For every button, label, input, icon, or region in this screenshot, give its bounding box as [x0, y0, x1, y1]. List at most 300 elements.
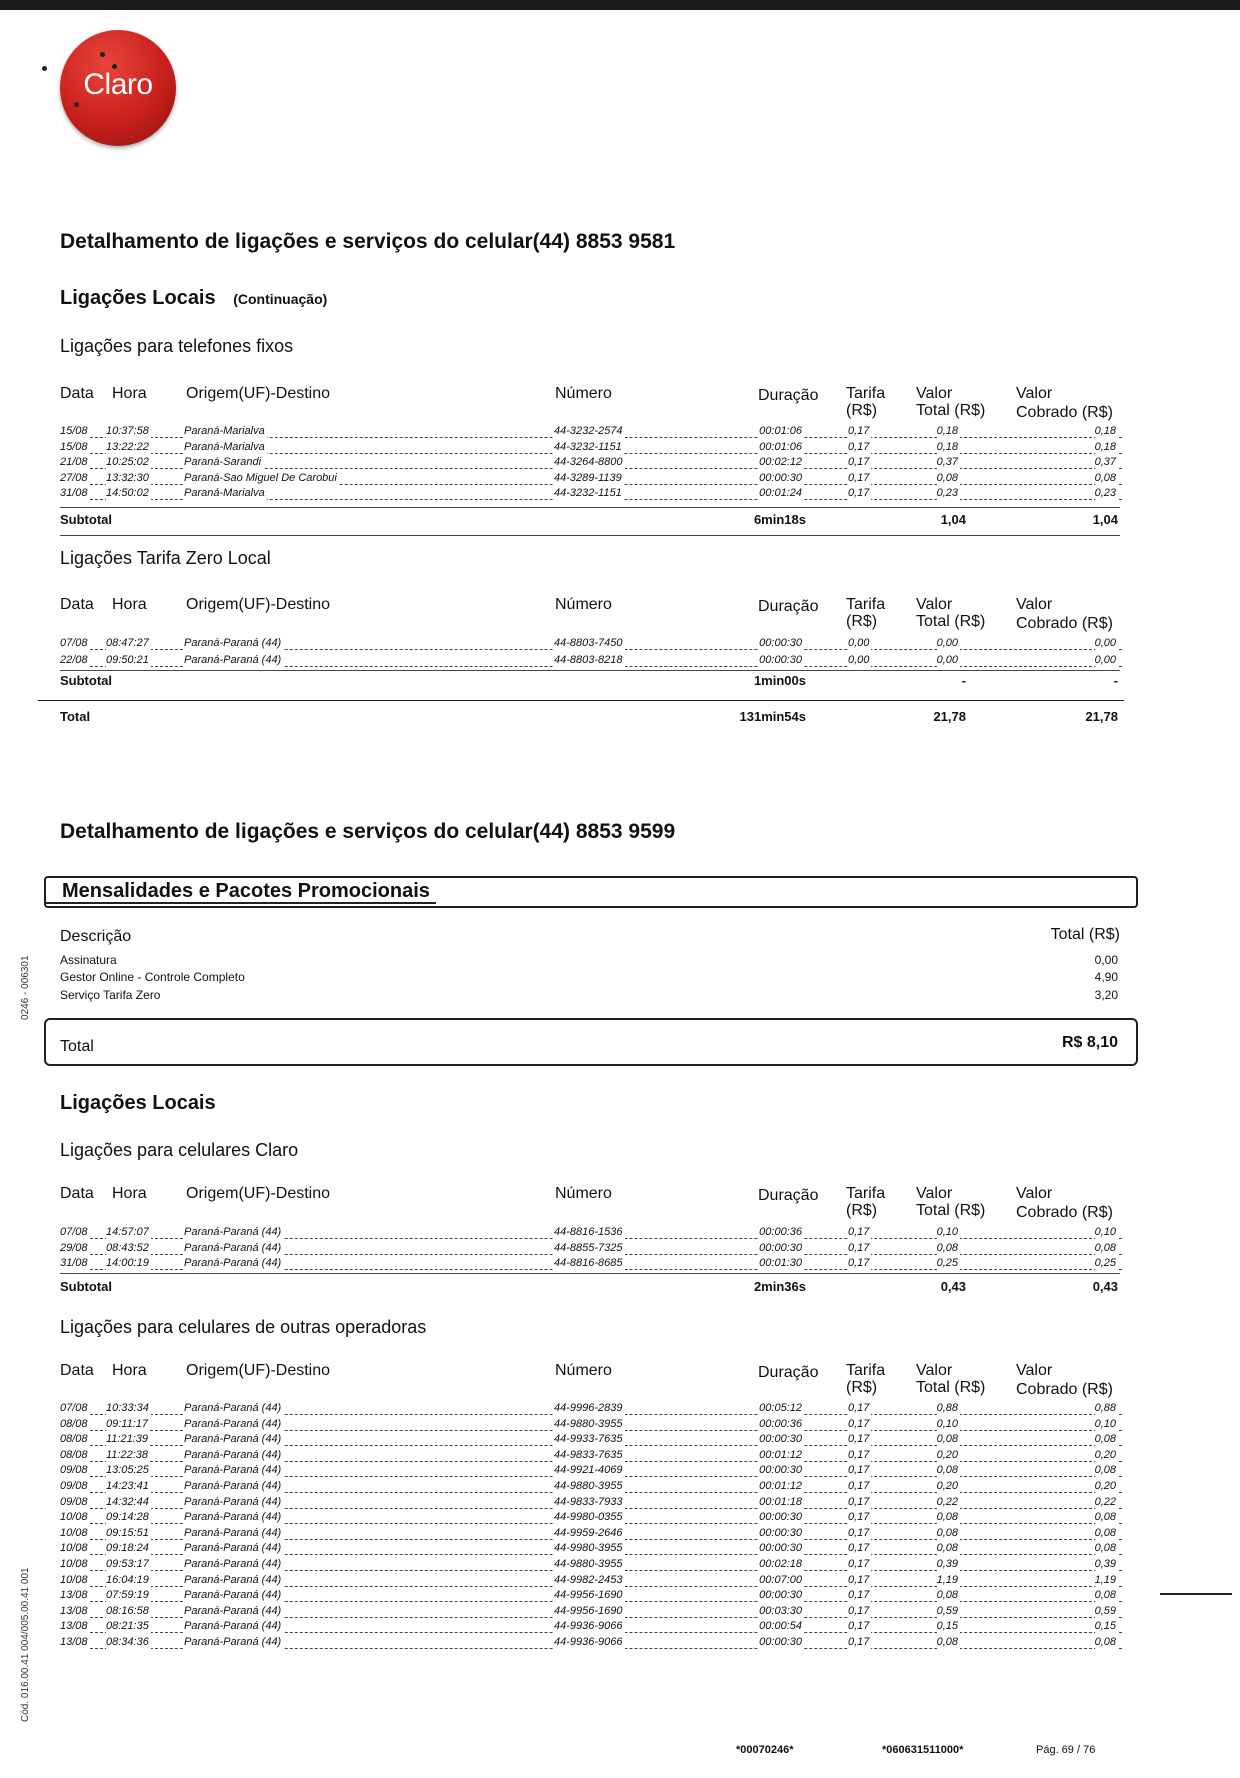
- cell-data: 21/08: [60, 456, 88, 469]
- subtotal-label: Subtotal: [60, 512, 112, 527]
- cell-tarifa: 0,17: [848, 1542, 870, 1555]
- cell-origem: Paraná-Paraná (44): [184, 1636, 282, 1648]
- total-duration: 131min54s: [739, 709, 806, 724]
- cell-data: 08/08: [60, 1448, 88, 1461]
- cell-numero: 44-9833-7635: [554, 1448, 623, 1461]
- cell-hora: 08:43:52: [106, 1241, 149, 1254]
- cell-data: 29/08: [60, 1241, 88, 1254]
- cell-hora: 14:50:02: [106, 487, 149, 500]
- cell-data: 15/08: [60, 440, 88, 453]
- mensalidades-title: Mensalidades e Pacotes Promocionais: [62, 880, 430, 902]
- cell-origem: Paraná-Paraná (44): [184, 1526, 282, 1539]
- header-valor-cobrado: Valor: [1016, 1185, 1053, 1202]
- cell-origem: Paraná-Paraná (44): [184, 1241, 282, 1254]
- barcode-text-1: *00070246*: [736, 1744, 794, 1756]
- subtotal-valor-total: -: [961, 673, 966, 688]
- header-numero: Número: [555, 1185, 612, 1202]
- cell-data: 07/08: [60, 1402, 88, 1414]
- cell-hora: 09:53:17: [106, 1558, 149, 1570]
- cell-valor-cobrado: 0,15: [1094, 1620, 1116, 1633]
- cell-duracao: 00:07:00: [759, 1573, 802, 1586]
- cell-data: 13/08: [60, 1604, 88, 1617]
- desc-header: Descrição: [60, 928, 132, 945]
- cell-numero: 44-9956-1690: [554, 1604, 623, 1617]
- cell-origem: Paraná-Paraná (44): [184, 1620, 282, 1633]
- margin-mark: [1160, 1593, 1232, 1595]
- cell-numero: 44-9880-3955: [554, 1558, 623, 1570]
- cell-valor-total: 0,00: [936, 654, 958, 666]
- desc-item-value: 0,00: [1094, 953, 1118, 967]
- cell-hora: 11:21:39: [106, 1433, 149, 1446]
- cell-hora: 10:33:34: [106, 1402, 149, 1414]
- cell-tarifa: 0,17: [848, 1604, 870, 1617]
- header-hora: Hora: [112, 596, 147, 613]
- table-row: [60, 486, 1122, 504]
- header-duracao: Duração: [758, 1364, 819, 1381]
- cell-duracao: 00:03:30: [759, 1604, 802, 1617]
- cell-hora: 10:25:02: [106, 456, 149, 469]
- claro-logo: [60, 30, 176, 146]
- cell-valor-cobrado: 0,08: [1094, 1526, 1116, 1539]
- cell-duracao: 00:01:06: [759, 440, 802, 453]
- header-origem: Origem(UF)-Destino: [186, 1362, 331, 1379]
- cell-data: 22/08: [60, 654, 88, 666]
- subtotal-duration: 1min00s: [753, 673, 806, 688]
- cell-data: 07/08: [60, 1226, 88, 1238]
- cell-tarifa: 0,17: [848, 1433, 870, 1446]
- cell-data: 27/08: [60, 471, 88, 484]
- cell-origem: Paraná-Paraná (44): [184, 637, 282, 649]
- cell-duracao: 00:01:12: [759, 1480, 802, 1492]
- cell-valor-total: 0,00: [936, 637, 958, 649]
- cell-valor-cobrado: 0,08: [1094, 1433, 1116, 1446]
- cell-valor-total: 0,08: [936, 471, 958, 484]
- cell-hora: 14:00:19: [106, 1257, 149, 1270]
- cell-hora: 09:15:51: [106, 1526, 149, 1539]
- cell-valor-cobrado: 0,10: [1094, 1417, 1116, 1430]
- mensalidades-underline: [44, 902, 436, 904]
- cell-origem: Paraná-Marialva: [184, 440, 265, 453]
- cell-duracao: 00:00:30: [759, 1241, 802, 1254]
- outras-title: Ligações para celulares de outras operadoras: [60, 1317, 427, 1337]
- cell-origem: Paraná-Paraná (44): [184, 1511, 282, 1524]
- cell-valor-cobrado: 0,08: [1094, 1511, 1116, 1524]
- cell-hora: 14:57:07: [106, 1226, 149, 1238]
- cell-valor-cobrado: 0,08: [1094, 1464, 1116, 1477]
- cell-valor-cobrado: 0,20: [1094, 1480, 1116, 1492]
- cell-origem: Paraná-Paraná (44): [184, 1604, 282, 1617]
- tarifa-zero-title: Ligações Tarifa Zero Local: [60, 548, 271, 568]
- cell-duracao: 00:00:30: [759, 1589, 802, 1602]
- continuation-label: (Continuação): [233, 291, 328, 307]
- cell-numero: 44-9880-3955: [554, 1480, 623, 1492]
- cell-numero: 44-8855-7325: [554, 1241, 623, 1254]
- cell-data: 09/08: [60, 1495, 88, 1508]
- mensalidades-total-box: [44, 1018, 1138, 1066]
- cell-data: 10/08: [60, 1511, 88, 1524]
- desc-item: Serviço Tarifa Zero: [60, 988, 161, 1002]
- header-data: Data: [60, 1362, 94, 1379]
- cell-duracao: 00:00:30: [759, 1526, 802, 1539]
- total-label: Total: [60, 709, 91, 724]
- section1-total-row: [60, 709, 1122, 727]
- cell-tarifa: 0,17: [848, 487, 870, 500]
- cell-valor-cobrado: 0,08: [1094, 1241, 1116, 1254]
- cell-data: 07/08: [60, 637, 88, 649]
- cell-numero: 44-9996-2839: [554, 1402, 623, 1414]
- cell-valor-total: 0,88: [936, 1402, 958, 1414]
- cell-origem: Paraná-Paraná (44): [184, 1433, 282, 1446]
- cell-tarifa: 0,17: [848, 1417, 870, 1430]
- header-data: Data: [60, 1185, 94, 1202]
- cell-origem: Paraná-Paraná (44): [184, 1402, 282, 1414]
- cell-origem: Paraná-Paraná (44): [184, 1226, 282, 1238]
- cell-valor-cobrado: 0,59: [1094, 1604, 1116, 1617]
- claro-title: Ligações para celulares Claro: [60, 1140, 299, 1160]
- cell-valor-cobrado: 0,22: [1094, 1495, 1116, 1508]
- mensalidades-total-label: Total: [60, 1038, 94, 1055]
- cell-duracao: 00:00:30: [759, 1542, 802, 1555]
- header-valor-total: Valor: [916, 385, 953, 402]
- cell-valor-cobrado: 0,18: [1094, 425, 1116, 437]
- cell-data: 10/08: [60, 1558, 88, 1570]
- cell-hora: 13:22:22: [106, 440, 149, 453]
- subtotal-label: Subtotal: [60, 673, 112, 688]
- cell-tarifa: 0,17: [848, 1226, 870, 1238]
- cell-tarifa: 0,17: [848, 1511, 870, 1524]
- cell-numero: 44-9959-2646: [554, 1526, 623, 1539]
- cell-tarifa: 0,17: [848, 1402, 870, 1414]
- cell-tarifa: 0,17: [848, 1620, 870, 1633]
- cell-tarifa: 0,17: [848, 440, 870, 453]
- cell-tarifa: 0,17: [848, 1464, 870, 1477]
- cell-valor-total: 0,39: [936, 1558, 958, 1570]
- cell-valor-total: 0,08: [936, 1636, 958, 1648]
- cell-hora: 09:18:24: [106, 1542, 149, 1555]
- cell-valor-total: 0,08: [936, 1526, 958, 1539]
- cell-duracao: 00:01:30: [759, 1257, 802, 1270]
- header-valor-cobrado-unit: Cobrado (R$): [1016, 1381, 1113, 1398]
- cell-hora: 14:23:41: [106, 1480, 149, 1492]
- cell-data: 08/08: [60, 1417, 88, 1430]
- side-code-top: 0246 - 006301: [20, 955, 31, 1020]
- cell-numero: 44-9936-9066: [554, 1620, 623, 1633]
- desc-item: Assinatura: [60, 953, 117, 967]
- cell-numero: 44-9936-9066: [554, 1636, 623, 1648]
- cell-valor-total: 0,25: [936, 1257, 958, 1270]
- logo-dot: [42, 66, 47, 71]
- cell-valor-total: 0,10: [936, 1226, 958, 1238]
- logo-dot: [74, 102, 79, 107]
- cell-hora: 10:37:58: [106, 425, 149, 437]
- cell-duracao: 00:00:36: [759, 1417, 802, 1430]
- header-valor-total-unit: Total (R$): [916, 1379, 986, 1396]
- cell-origem: Paraná-Marialva: [184, 425, 265, 437]
- cell-valor-cobrado: 0,00: [1094, 654, 1116, 666]
- header-duracao: Duração: [758, 1187, 819, 1204]
- cell-origem: Paraná-Paraná (44): [184, 1417, 282, 1430]
- cell-valor-total: 0,20: [936, 1448, 958, 1461]
- header-tarifa: Tarifa: [846, 1362, 886, 1379]
- cell-duracao: 00:00:30: [759, 1511, 802, 1524]
- total-valor-total: 21,78: [933, 709, 966, 724]
- table-rule: [60, 1273, 1120, 1274]
- header-valor-total-unit: Total (R$): [916, 402, 986, 419]
- cell-tarifa: 0,17: [848, 1257, 870, 1270]
- header-valor-total: Valor: [916, 1185, 953, 1202]
- cell-duracao: 00:01:18: [759, 1495, 802, 1508]
- header-tarifa: Tarifa: [846, 1185, 886, 1202]
- cell-duracao: 00:00:30: [759, 1464, 802, 1477]
- cell-hora: 09:11:17: [106, 1417, 149, 1430]
- header-hora: Hora: [112, 1362, 147, 1379]
- cell-valor-total: 0,18: [936, 425, 958, 437]
- header-tarifa-unit: (R$): [846, 402, 878, 419]
- cell-valor-total: 0,15: [936, 1620, 958, 1633]
- cell-tarifa: 0,17: [848, 1526, 870, 1539]
- cell-numero: 44-9921-4069: [554, 1464, 623, 1477]
- top-border: [0, 0, 1240, 10]
- cell-data: 31/08: [60, 487, 88, 500]
- cell-numero: 44-9880-3955: [554, 1417, 623, 1430]
- cell-origem: Paraná-Paraná (44): [184, 1480, 282, 1492]
- cell-data: 31/08: [60, 1257, 88, 1270]
- cell-valor-cobrado: 0,23: [1094, 487, 1116, 500]
- header-valor-total: Valor: [916, 596, 953, 613]
- cell-hora: 16:04:19: [106, 1573, 149, 1586]
- header-valor-total: Valor: [916, 1362, 953, 1379]
- cell-duracao: 00:02:18: [759, 1558, 802, 1570]
- page-number: Pág. 69 / 76: [1036, 1744, 1096, 1756]
- mensalidades-total-value: R$ 8,10: [1061, 1034, 1118, 1051]
- cell-numero: 44-8803-7450: [554, 637, 623, 649]
- cell-origem: Paraná-Paraná (44): [184, 1558, 282, 1570]
- cell-data: 13/08: [60, 1620, 88, 1633]
- header-hora: Hora: [112, 385, 147, 402]
- header-valor-total-unit: Total (R$): [916, 613, 986, 630]
- header-numero: Número: [555, 596, 612, 613]
- cell-valor-cobrado: 0,18: [1094, 440, 1116, 453]
- header-valor-cobrado: Valor: [1016, 596, 1053, 613]
- cell-hora: 14:32:44: [106, 1495, 149, 1508]
- table-rule: [60, 507, 1120, 508]
- cell-duracao: 00:00:36: [759, 1226, 802, 1238]
- cell-data: 13/08: [60, 1636, 88, 1648]
- cell-duracao: 00:00:30: [759, 654, 802, 666]
- side-code-bottom: Cód. 016.00.41 004/005.00.41 001: [20, 1567, 31, 1722]
- cell-valor-cobrado: 1,19: [1094, 1573, 1116, 1586]
- cell-data: 13/08: [60, 1589, 88, 1602]
- section1-title: Detalhamento de ligações e serviços do celular(44) 8853 9581: [60, 230, 676, 253]
- cell-hora: 09:14:28: [106, 1511, 149, 1524]
- cell-numero: 44-3264-8800: [554, 456, 623, 469]
- cell-origem: Paraná-Marialva: [184, 487, 265, 500]
- cell-tarifa: 0,17: [848, 1558, 870, 1570]
- cell-hora: 11:22:38: [106, 1448, 149, 1461]
- cell-tarifa: 0,17: [848, 1573, 870, 1586]
- cell-valor-total: 0,59: [936, 1604, 958, 1617]
- cell-origem: Paraná-Paraná (44): [184, 1573, 282, 1586]
- cell-duracao: 00:01:12: [759, 1448, 802, 1461]
- cell-numero: 44-3232-2574: [554, 425, 623, 437]
- cell-hora: 08:47:27: [106, 637, 149, 649]
- cell-tarifa: 0,17: [848, 1480, 870, 1492]
- cell-duracao: 00:00:30: [759, 637, 802, 649]
- logo-dot: [100, 52, 105, 57]
- cell-data: 10/08: [60, 1526, 88, 1539]
- cell-valor-cobrado: 0,25: [1094, 1257, 1116, 1270]
- header-tarifa-unit: (R$): [846, 613, 878, 630]
- desc-item-value: 3,20: [1094, 988, 1118, 1002]
- cell-tarifa: 0,17: [848, 1495, 870, 1508]
- barcode-text-2: *060631511000*: [882, 1744, 964, 1756]
- cell-duracao: 00:00:30: [759, 1433, 802, 1446]
- header-tarifa-unit: (R$): [846, 1379, 878, 1396]
- cell-tarifa: 0,17: [848, 1636, 870, 1648]
- cell-duracao: 00:01:06: [759, 425, 802, 437]
- cell-valor-cobrado: 0,08: [1094, 1589, 1116, 1602]
- total-rule: [38, 700, 1124, 701]
- cell-duracao: 00:00:30: [759, 471, 802, 484]
- header-numero: Número: [555, 1362, 612, 1379]
- cell-origem: Paraná-Paraná (44): [184, 1448, 282, 1461]
- subtotal-row: [60, 673, 1122, 691]
- header-valor-cobrado-unit: Cobrado (R$): [1016, 404, 1113, 421]
- fixos-title: Ligações para telefones fixos: [60, 336, 294, 356]
- cell-valor-cobrado: 0,00: [1094, 637, 1116, 649]
- cell-hora: 07:59:19: [106, 1589, 149, 1602]
- header-numero: Número: [555, 385, 612, 402]
- subtotal-row: [60, 512, 1122, 530]
- cell-valor-cobrado: 0,08: [1094, 471, 1116, 484]
- header-duracao: Duração: [758, 598, 819, 615]
- header-valor-cobrado-unit: Cobrado (R$): [1016, 1204, 1113, 1221]
- cell-valor-total: 0,37: [936, 456, 958, 469]
- cell-duracao: 00:05:12: [759, 1402, 802, 1414]
- table-row: [60, 653, 1122, 671]
- cell-hora: 08:16:58: [106, 1604, 149, 1617]
- total-valor-cobrado: 21,78: [1085, 709, 1118, 724]
- header-valor-total-unit: Total (R$): [916, 1202, 986, 1219]
- cell-numero: 44-3232-1151: [554, 487, 622, 500]
- cell-duracao: 00:00:54: [759, 1620, 802, 1633]
- header-hora: Hora: [112, 1185, 147, 1202]
- cell-data: 10/08: [60, 1573, 88, 1586]
- cell-tarifa: 0,17: [848, 1448, 870, 1461]
- cell-hora: 13:32:30: [106, 471, 149, 484]
- cell-tarifa: 0,17: [848, 1589, 870, 1602]
- header-tarifa: Tarifa: [846, 596, 886, 613]
- section2-title: Detalhamento de ligações e serviços do celular(44) 8853 9599: [60, 820, 676, 843]
- desc-item-value: 4,90: [1094, 970, 1118, 984]
- locais-title: [60, 287, 327, 310]
- cell-tarifa: 0,17: [848, 1241, 870, 1254]
- cell-numero: 44-8816-8685: [554, 1257, 623, 1270]
- cell-valor-total: 0,08: [936, 1241, 958, 1254]
- subtotal-duration: 2min36s: [753, 1279, 806, 1294]
- locais2-title: Ligações Locais: [60, 1092, 216, 1114]
- cell-numero: 44-9982-2453: [554, 1573, 623, 1586]
- cell-data: 09/08: [60, 1480, 88, 1492]
- cell-numero: 44-9980-3955: [554, 1542, 623, 1555]
- cell-tarifa: 0,00: [848, 654, 870, 666]
- cell-numero: 44-3289-1139: [554, 471, 622, 484]
- cell-origem: Paraná-Paraná (44): [184, 654, 282, 666]
- header-tarifa-unit: (R$): [846, 1202, 878, 1219]
- header-data: Data: [60, 385, 94, 402]
- table-row: [60, 1256, 1122, 1274]
- header-origem: Origem(UF)-Destino: [186, 385, 331, 402]
- cell-origem: Paraná-Sarandi: [184, 456, 262, 469]
- cell-valor-total: 0,22: [936, 1495, 958, 1508]
- subtotal-row: [60, 1279, 1122, 1297]
- table-rule: [60, 535, 1120, 536]
- cell-origem: Paraná-Paraná (44): [184, 1464, 282, 1477]
- cell-valor-cobrado: 0,08: [1094, 1542, 1116, 1555]
- cell-numero: 44-8816-1536: [554, 1226, 623, 1238]
- cell-data: 09/08: [60, 1464, 88, 1477]
- table-row: [60, 1635, 1122, 1653]
- subtotal-valor-total: 0,43: [940, 1279, 966, 1294]
- table-row: [60, 636, 1122, 654]
- header-data: Data: [60, 596, 94, 613]
- cell-duracao: 00:01:24: [759, 487, 802, 500]
- cell-origem: Paraná-Paraná (44): [184, 1257, 282, 1270]
- cell-valor-cobrado: 0,20: [1094, 1448, 1116, 1461]
- locais-label: Ligações Locais: [60, 287, 216, 309]
- subtotal-valor-total: 1,04: [940, 512, 966, 527]
- cell-valor-total: 1,19: [936, 1573, 958, 1586]
- cell-valor-total: 0,08: [936, 1433, 958, 1446]
- cell-valor-total: 0,08: [936, 1464, 958, 1477]
- cell-valor-cobrado: 0,10: [1094, 1226, 1116, 1238]
- cell-valor-total: 0,08: [936, 1589, 958, 1602]
- subtotal-valor-cobrado: 1,04: [1092, 512, 1118, 527]
- cell-numero: 44-9956-1690: [554, 1589, 623, 1602]
- cell-numero: 44-3232-1151: [554, 440, 622, 453]
- cell-origem: Paraná-Paraná (44): [184, 1495, 282, 1508]
- subtotal-duration: 6min18s: [753, 512, 806, 527]
- cell-valor-total: 0,08: [936, 1542, 958, 1555]
- total-rs-header: Total (R$): [1050, 926, 1120, 943]
- header-duracao: Duração: [758, 387, 819, 404]
- cell-valor-total: 0,08: [936, 1511, 958, 1524]
- cell-valor-total: 0,20: [936, 1480, 958, 1492]
- cell-origem: Paraná-Sao Miguel De Carobui: [184, 471, 337, 484]
- cell-hora: 09:50:21: [106, 654, 149, 666]
- cell-numero: 44-9933-7635: [554, 1433, 623, 1446]
- cell-valor-cobrado: 0,37: [1094, 456, 1116, 469]
- cell-hora: 08:21:35: [106, 1620, 149, 1633]
- header-origem: Origem(UF)-Destino: [186, 1185, 331, 1202]
- cell-tarifa: 0,17: [848, 456, 870, 469]
- cell-tarifa: 0,17: [848, 425, 870, 437]
- cell-valor-cobrado: 0,39: [1094, 1558, 1116, 1570]
- header-valor-cobrado: Valor: [1016, 1362, 1053, 1379]
- cell-valor-total: 0,10: [936, 1417, 958, 1430]
- cell-data: 15/08: [60, 425, 88, 437]
- cell-numero: 44-9833-7933: [554, 1495, 623, 1508]
- cell-origem: Paraná-Paraná (44): [184, 1589, 282, 1602]
- header-tarifa: Tarifa: [846, 385, 886, 402]
- cell-hora: 13:05:25: [106, 1464, 149, 1477]
- cell-data: 10/08: [60, 1542, 88, 1555]
- cell-duracao: 00:00:30: [759, 1636, 802, 1648]
- cell-duracao: 00:02:12: [759, 456, 802, 469]
- cell-tarifa: 0,00: [848, 637, 870, 649]
- header-valor-cobrado: Valor: [1016, 385, 1053, 402]
- header-origem: Origem(UF)-Destino: [186, 596, 331, 613]
